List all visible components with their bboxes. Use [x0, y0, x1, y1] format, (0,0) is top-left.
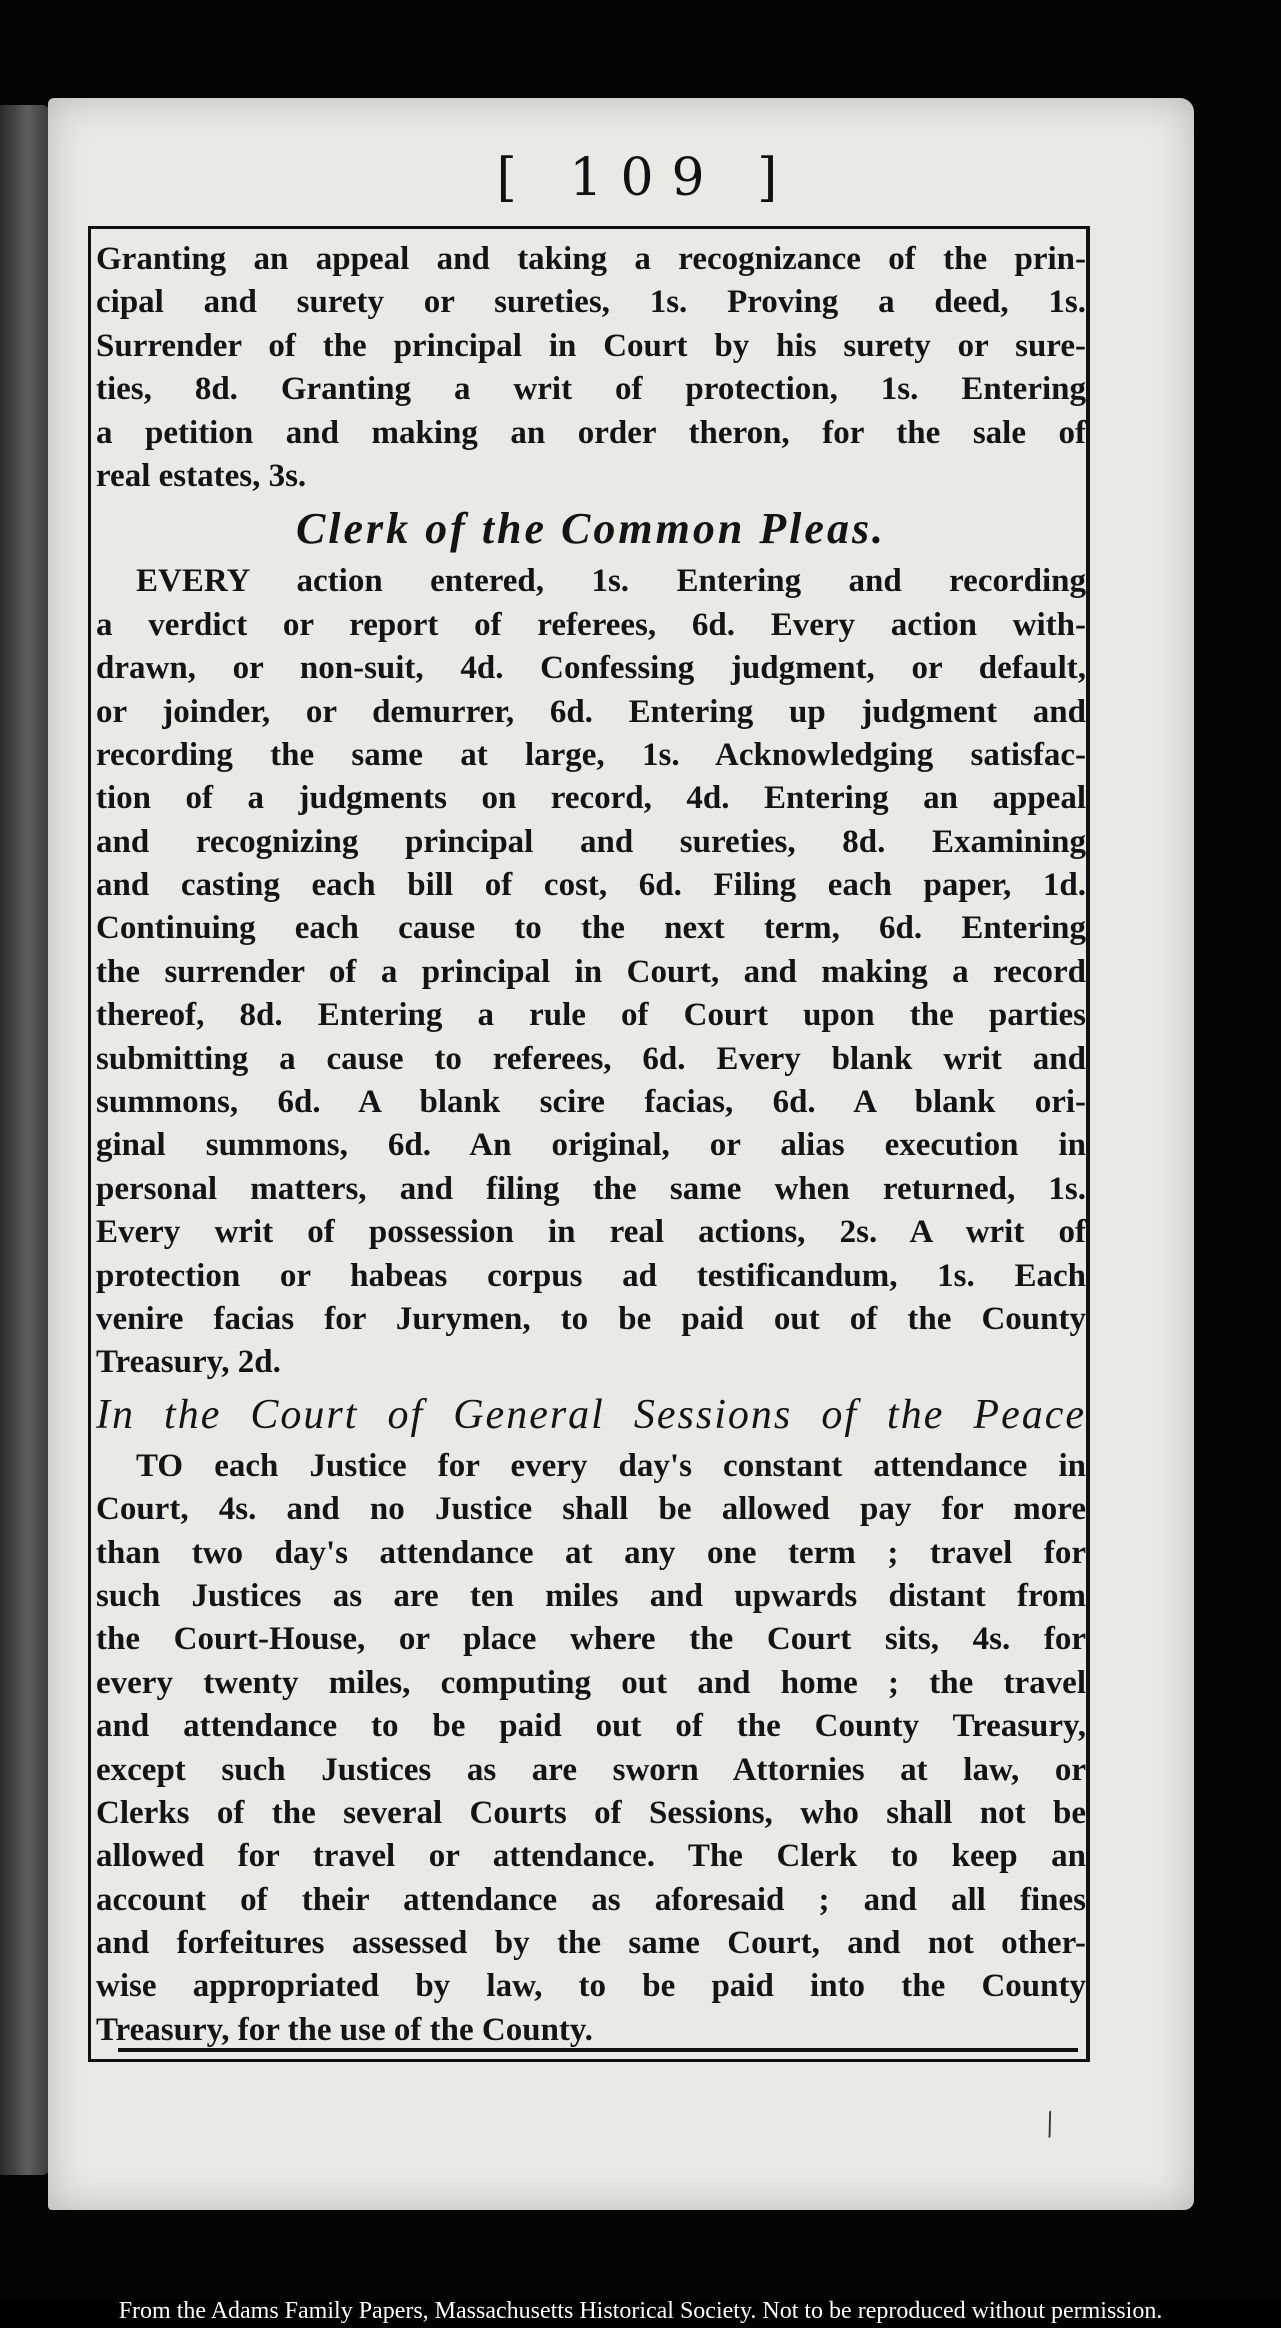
text-line: recording the same at large, 1s. Acknowledging satisfac-	[96, 736, 1086, 773]
text-line: Court, 4s. and no Justice shall be allowed pay for more	[96, 1491, 1086, 1528]
text-line: every twenty miles, computing out and home ; the travel	[96, 1664, 1086, 1701]
text-line: a verdict or report of referees, 6d. Every action with-	[96, 606, 1086, 643]
book-page	[48, 98, 1194, 2210]
paragraph-general-sessions	[96, 1445, 1086, 2052]
text-line: and recognizing principal and sureties, 8d. Examining	[96, 823, 1086, 860]
text-line: Surrender of the principal in Court by his surety or sure-	[96, 327, 1086, 364]
text-line: account of their attendance as aforesaid ; and all fines	[96, 1881, 1086, 1918]
text-line: tion of a judgments on record, 4d. Entering an appeal	[96, 780, 1086, 817]
text-line: or joinder, or demurrer, 6d. Entering up judgment and	[96, 693, 1086, 730]
text-line: allowed for travel or attendance. The Clerk to keep an	[96, 1838, 1086, 1875]
text-line: cipal and surety or sureties, 1s. Proving a deed, 1s.	[96, 284, 1086, 321]
text-line: personal matters, and filing the same when returned, 1s.	[96, 1170, 1086, 1207]
text-line: venire facias for Jurymen, to be paid out of the County	[96, 1300, 1086, 1337]
text-line: than two day's attendance at any one term ; travel for	[96, 1534, 1086, 1571]
text-line: ties, 8d. Granting a writ of protection, 1s. Entering	[96, 371, 1086, 408]
text-line: thereof, 8d. Entering a rule of Court upon the parties	[96, 997, 1086, 1034]
text-line: real estates, 3s.	[96, 457, 307, 494]
page-text	[96, 238, 1086, 2052]
book-spine	[0, 105, 50, 2175]
text-line: Every writ of possession in real actions, 2s. A writ of	[96, 1214, 1086, 1251]
text-line: wise appropriated by law, to be paid into the County	[96, 1968, 1086, 2005]
paragraph-common-pleas	[96, 560, 1086, 1384]
text-line: TO each Justice for every day's constant attendance in	[136, 1447, 1086, 1484]
text-line: ginal summons, 6d. An original, or alias execution in	[96, 1127, 1086, 1164]
text-line: the surrender of a principal in Court, and making a record	[96, 953, 1086, 990]
text-line: EVERY action entered, 1s. Entering and recording	[136, 563, 1086, 600]
text-line: Granting an appeal and taking a recognizance of the prin-	[96, 241, 1086, 277]
text-line: and attendance to be paid out of the County Treasury,	[96, 1708, 1086, 1745]
text-line: such Justices as are ten miles and upwards distant from	[96, 1577, 1086, 1614]
text-line: Treasury, 2d.	[96, 1344, 281, 1381]
text-line: drawn, or non-suit, 4d. Confessing judgment, or default,	[96, 650, 1086, 687]
copyright-caption: From the Adams Family Papers, Massachusetts Historical Society. Not to be reproduced without permission.	[118, 2298, 1163, 2324]
pen-mark: ⁄	[1039, 2109, 1062, 2142]
text-line: and forfeitures assessed by the same Court, and not other-	[96, 1925, 1086, 1962]
text-line: a petition and making an order theron, for the sale of	[96, 414, 1086, 451]
text-line: Clerks of the several Courts of Sessions, who shall not be	[96, 1794, 1086, 1831]
bottom-rule	[118, 2048, 1078, 2052]
page-number: [ 109 ]	[496, 148, 796, 208]
text-line: Treasury, for the use of the County.	[96, 2011, 593, 2048]
text-line: protection or habeas corpus ad testificandum, 1s. Each	[96, 1257, 1086, 1294]
text-line: except such Justices as are sworn Attornies at law, or	[96, 1751, 1086, 1788]
text-line: and casting each bill of cost, 6d. Filing each paper, 1d.	[96, 867, 1086, 904]
text-line: submitting a cause to referees, 6d. Every blank writ and	[96, 1040, 1086, 1077]
text-line: the Court-House, or place where the Court sits, 4s. for	[96, 1621, 1086, 1658]
text-line: summons, 6d. A blank scire facias, 6d. A blank ori-	[96, 1084, 1086, 1121]
heading-clerk-common-pleas: Clerk of the Common Pleas.	[295, 504, 887, 554]
text-line: Continuing each cause to the next term, 6d. Entering	[96, 910, 1086, 947]
paragraph-intro	[96, 238, 1086, 498]
heading-general-sessions: In the Court of General Sessions of the Peace	[96, 1391, 1086, 1438]
